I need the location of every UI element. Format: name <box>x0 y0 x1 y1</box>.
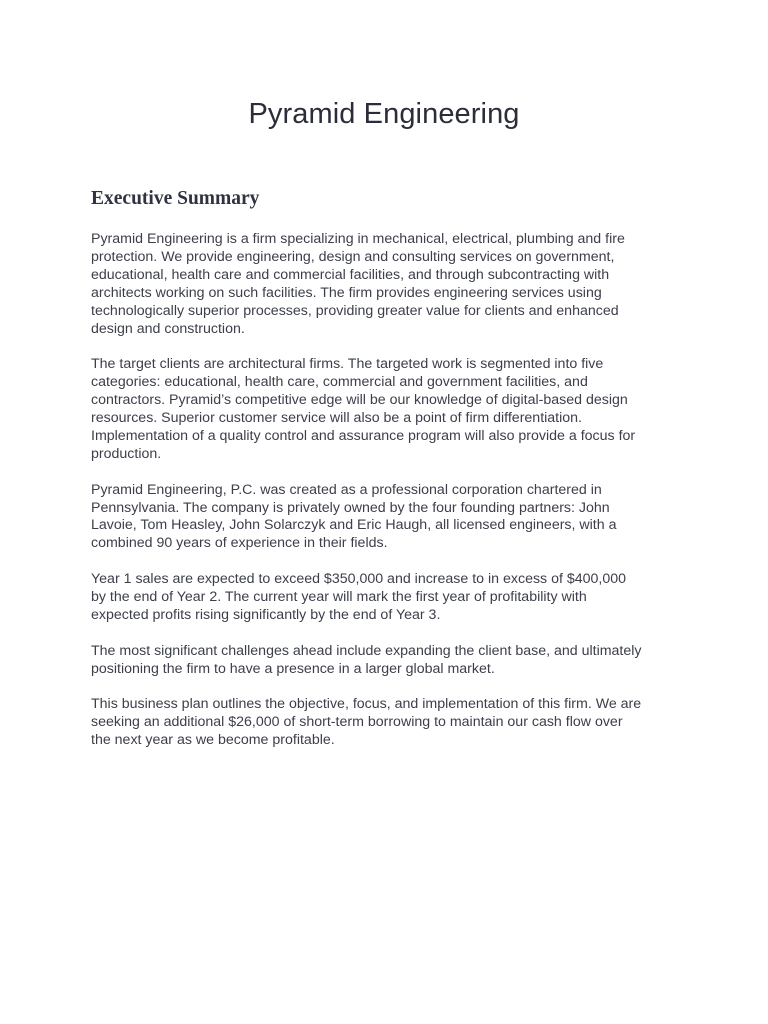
paragraph-funding-request: This business plan outlines the objective, focus, and implementation of this firm. We are seeking an additional $26,000 of short-term borrowing to maintain our cash flow over the next year as we become profitable. <box>91 696 642 749</box>
paragraph-company-ownership: Pyramid Engineering, P.C. was created as a professional corporation chartered in Pennsylvania. The company is privately owned by the four founding partners: John Lavoie, Tom Heasley, John Solarczyk and Eric Haugh, all licensed engineers, with a combined 90 years of experience in their fields. <box>91 481 617 552</box>
paragraph-sales-projection: Year 1 sales are expected to exceed $350,000 and increase to in excess of $400,000 by the end of Year 2. The current year will mark the first year of profitability with expected profits rising significantly by the end of Year 3. <box>91 571 627 623</box>
executive-summary-body <box>91 231 691 768</box>
paragraph-overview: Pyramid Engineering is a firm specializing in mechanical, electrical, plumbing and fire protection. We provide engineering, design and consulting services on government, educational, health care and commercial facilities, and through subcontracting with architects working on such facilities. The firm provides engineering services using technologically superior processes, providing greater value for clients and enhanced design and construction. <box>91 231 625 337</box>
section-heading-executive-summary: Executive Summary <box>91 188 260 209</box>
paragraph-challenges: The most significant challenges ahead include expanding the client base, and ultimately positioning the firm to have a presence in a larger global market. <box>91 642 642 677</box>
paragraph-target-clients: The target clients are architectural firms. The targeted work is segmented into five categories: educational, health care, commercial and government facilities, and contractors. Pyramid’s competitive edge will be our knowledge of digital-based design resources. Superior customer service will also be a point of firm differentiation. Implementation of a quality control and assurance program will also provide a focus for production. <box>91 356 636 462</box>
document-title: Pyramid Engineering <box>248 98 520 130</box>
